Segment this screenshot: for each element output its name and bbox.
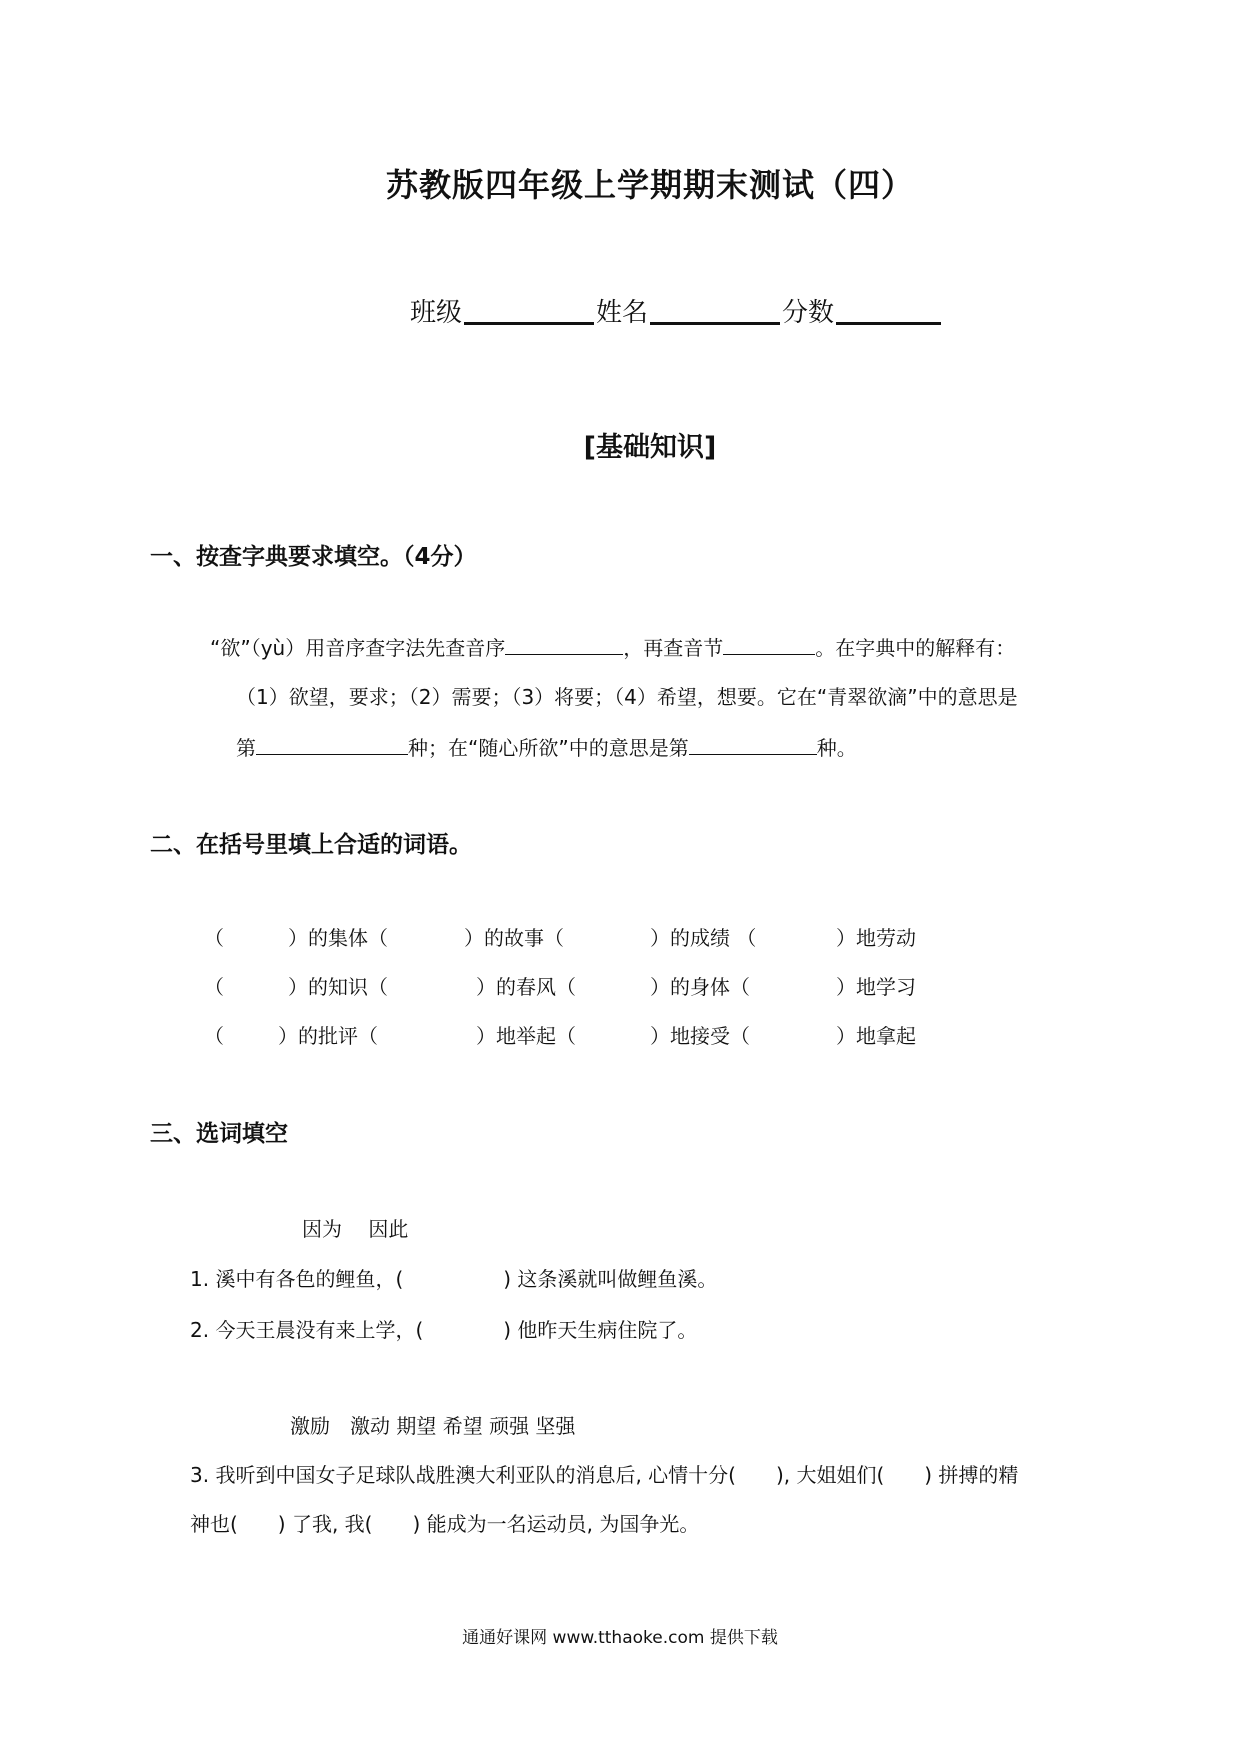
q1-line1-text-c: 。在字典中的解释有：	[815, 636, 1016, 660]
q3-choices-1: 因为 因此	[302, 1217, 409, 1241]
q1-line3	[236, 732, 857, 761]
q3-item-1: 1. 溪中有各色的鲤鱼，( ) 这条溪就叫做鲤鱼溪。	[190, 1267, 718, 1291]
q2-row-3	[0, 1020, 1240, 1050]
class-label: 班级	[410, 298, 463, 328]
q1-line3-text-c: 种。	[816, 736, 857, 760]
q1-line3-text-b: 种；在“随心所欲”中的意思是第	[408, 736, 689, 760]
q3-heading: 三、选词填空	[150, 1121, 288, 1147]
q2-cell: （	[204, 975, 224, 999]
q2-cell: ）的故事（	[464, 926, 564, 950]
q1-line1-text-a: “欲”（yù）用音序查字法先查音序	[210, 636, 506, 660]
q1-line2: （1）欲望，要求；（2）需要；（3）将要；（4）希望，想要。它在“青翠欲滴”中的意思是	[236, 685, 1018, 709]
q2-cell: （	[204, 1024, 224, 1048]
q2-row-1	[0, 922, 1240, 952]
q2-cell: ）地接受（	[650, 1024, 750, 1048]
q3-choices-2: 激励 激动 期望 希望 顽强 坚强	[290, 1414, 576, 1438]
q2-cell: ）地拿起	[836, 1024, 916, 1048]
q2-cell: ）的知识（	[288, 975, 388, 999]
section-banner: [基础知识]	[583, 432, 717, 463]
q2-row-2	[0, 971, 1240, 1001]
q3-item-3-line2: 神也( ) 了我, 我( ) 能成为一名运动员, 为国争光。	[190, 1512, 700, 1536]
q1-heading: 一、按查字典要求填空。（4分）	[150, 544, 477, 570]
q2-cell: ）地劳动	[836, 926, 916, 950]
q2-cell: ）地举起（	[476, 1024, 576, 1048]
page-title: 苏教版四年级上学期期末测试（四）	[385, 166, 914, 204]
score-label: 分数	[782, 298, 835, 328]
student-info-row	[410, 292, 943, 329]
q1-line3-text-a: 第	[236, 736, 256, 760]
q1-line1-text-b: ，再查音节	[623, 636, 724, 660]
q3-item-2: 2. 今天王晨没有来上学，( ) 他昨天生病住院了。	[190, 1318, 698, 1342]
q2-cell: ）的身体（	[650, 975, 750, 999]
q1-blank-meaning2[interactable]	[689, 736, 817, 755]
q1-line1	[210, 632, 1015, 661]
footer-credit: 通通好课网 www.tthaoke.com 提供下载	[462, 1628, 778, 1648]
class-blank[interactable]	[464, 296, 594, 325]
name-label: 姓名	[596, 298, 649, 328]
q2-heading: 二、在括号里填上合适的词语。	[150, 832, 472, 858]
score-blank[interactable]	[836, 296, 941, 325]
q2-cell: ）的成绩 （	[650, 926, 757, 950]
q2-cell: ）的批评（	[278, 1024, 378, 1048]
q2-cell: （	[204, 926, 224, 950]
name-blank[interactable]	[650, 296, 780, 325]
q1-blank-meaning1[interactable]	[256, 736, 408, 755]
q2-cell: ）地学习	[836, 975, 916, 999]
q2-cell: ）的春风（	[476, 975, 576, 999]
q3-item-3-line1: 3. 我听到中国女子足球队战胜澳大利亚队的消息后, 心情十分( ), 大姐姐们( ) 拼搏的精	[190, 1463, 1019, 1487]
q1-blank-yinxu[interactable]	[505, 636, 623, 655]
q2-cell: ）的集体（	[288, 926, 388, 950]
q1-blank-yinjie[interactable]	[723, 636, 815, 655]
